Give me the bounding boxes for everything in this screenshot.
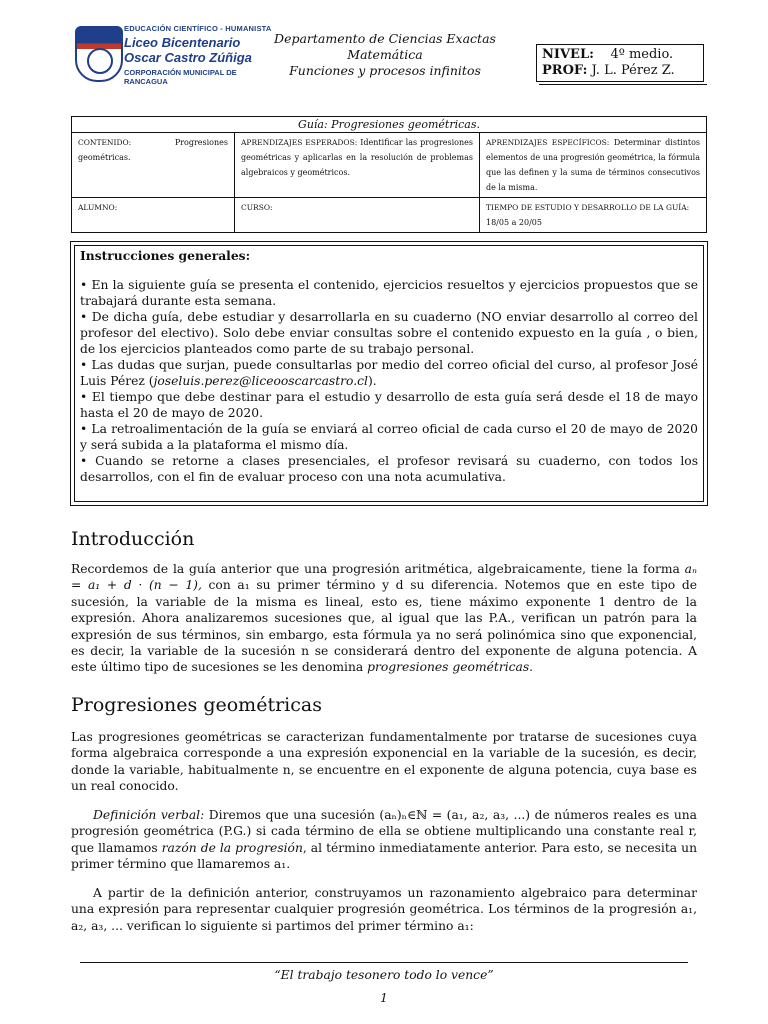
nivel-label: NIVEL: (542, 47, 594, 62)
ae-value: Identificar las progresiones geométricas y aplicarlas en la resolución de problemas algebraicos y geométricos. (241, 138, 473, 177)
page-number: 1 (380, 991, 388, 1005)
tiempo-value: 18/05 a 20/05 (486, 218, 542, 227)
instruction-item: • El tiempo que debe destinar para el estudio y desarrollo de esta guía será desde el 18 de mayo hasta el 20 de mayo de 2020. (80, 390, 698, 420)
alumno-label: ALUMNO: (78, 203, 118, 212)
definition-label: Definición verbal: (93, 808, 205, 822)
footer-rule (80, 962, 688, 963)
definition-paragraph: Definición verbal: Diremos que una sucesión (aₙ)ₙ∈ℕ = (a₁, a₂, a₃, ...) de números reales es una progresión geométrica (P.G.) si cada término de ella se obtiene multiplicando una constante real r, que llamamos razón de la progresión, al término inmediatamente anterior. Para esto, se necesita un primer término que llamaremos a₁. (71, 808, 697, 872)
contenido-cell (72, 133, 235, 198)
prof-value: J. L. Pérez Z. (591, 63, 675, 78)
aes-value: Determinar distintos elementos de una progresión geométrica, la fórmula que las definen y la suma de términos consecutivos de la misma. (486, 138, 701, 192)
contenido-label: CONTENIDO: (78, 138, 132, 147)
aprendizajes-esperados-cell (235, 133, 480, 198)
logo-name-line1: Liceo Bicentenario (124, 35, 241, 50)
guide-title: Guía: Progresiones geométricas. (72, 117, 707, 133)
instruction-item: • De dicha guía, debe estudiar y desarrollarla en su cuaderno (NO enviar desarrollo al correo del profesor del electivo). Solo debe enviar consultas sobre el contenido expuesto en la guía , o bien, de los ejercicios planteados como parte de su trabajo personal. (80, 310, 698, 356)
definition-emphasis: razón de la progresión (161, 840, 303, 855)
contenido-value: Progresiones geométricas. (78, 138, 228, 162)
pg-heading: Progresiones geométricas (71, 694, 322, 716)
school-logo (72, 22, 272, 84)
instruction-item: • Cuando se retorne a clases presenciales, el profesor revisará su cuaderno, con todos los desarrollos, con el fin de evaluar proceso con una nota acumulativa. (80, 454, 698, 484)
instruction-item: • Las dudas que surjan, puede consultarlas por medio del correo oficial del curso, al profesor José Luis Pérez (joseluis.perez@liceooscarcastro.cl). (80, 358, 698, 388)
level-prof-box (536, 44, 704, 82)
intro-heading: Introducción (71, 528, 195, 550)
department: Departamento de Ciencias Exactas (274, 31, 496, 46)
nivel-value: 4º medio. (610, 47, 674, 62)
guide-info-table (71, 116, 707, 233)
instructions-title: Instrucciones generales: (80, 248, 251, 263)
teacher-email: joseluis.perez@liceooscarcastro.cl (153, 374, 368, 388)
prof-label: PROF: (542, 63, 588, 78)
aprendizajes-especificos-cell (480, 133, 707, 198)
ap-formula: aₙ = a₁ + d · (n − 1), (71, 562, 697, 593)
tiempo-label: TIEMPO DE ESTUDIO Y DESARROLLO DE LA GUÍA: (486, 203, 690, 212)
pg-paragraph-1: Las progresiones geométricas se caracterizan fundamentalmente por tratarse de sucesiones cuya forma algebraica corresponde a una expresión exponencial en la variable de la sucesión, es decir, donde la variable, habitualmente n, se encuentre en el exponente de alguna potencia, cuya base es un real conocido. (71, 730, 697, 794)
instructions-box (70, 241, 708, 506)
instruction-item: • En la siguiente guía se presenta el contenido, ejercicios resueltos y ejercicios propuestos que se trabajará durante esta semana. (80, 278, 698, 308)
subject: Matemática (347, 47, 423, 62)
logo-name-line2: Oscar Castro Zúñiga (124, 50, 252, 65)
school-crest-icon (75, 26, 123, 82)
curso-label: CURSO: (241, 203, 273, 212)
alumno-cell (72, 198, 235, 233)
logo-corp: CORPORACIÓN MUNICIPAL DE RANCAGUA (124, 68, 237, 86)
intro-paragraph: Recordemos de la guía anterior que una progresión aritmética, algebraicamente, tiene la forma aₙ = a₁ + d · (n − 1), con a₁ su primer término y d su diferencia. Notemos que en este tipo de sucesión, la variable de la misma es lineal, esto es, tiene máximo exponente 1 dentro de la expresión. Ahora analizaremos sucesiones que, al igual que las P.A., verifican un patrón para la expresión de sus términos, sin embargo, esta fórmula ya no será polinómica sino que exponencial, es decir, la variable de la sucesión n se considerará dentro del exponente de alguna potencia. A este último tipo de sucesiones se les denomina progresiones geométricas. (71, 562, 697, 675)
pg-paragraph-3: A partir de la definición anterior, construyamos un razonamiento algebraico para determinar una expresión para representar cualquier progresión geométrica. Los términos de la progresión a₁, a₂, a₃, ... verifican lo siguiente si partimos del primer término a₁: (71, 886, 697, 933)
tiempo-cell (480, 198, 707, 233)
header-center (250, 31, 520, 79)
curso-cell (235, 198, 480, 233)
logo-top-line: EDUCACIÓN CIENTÍFICO - HUMANISTA (124, 24, 272, 33)
unit: Funciones y procesos infinitos (289, 63, 481, 78)
aes-label: APRENDIZAJES ESPECÍFICOS: (486, 138, 610, 147)
footer-quote: “El trabajo tesonero todo lo vence” (274, 968, 494, 982)
intro-emphasis: progresiones geométricas (367, 660, 530, 675)
instruction-item: • La retroalimentación de la guía se enviará al correo oficial de cada curso el 20 de mayo de 2020 y será subida a la plataforma el mismo día. (80, 422, 698, 452)
ae-label: APRENDIZAJES ESPERADOS: (241, 138, 358, 147)
